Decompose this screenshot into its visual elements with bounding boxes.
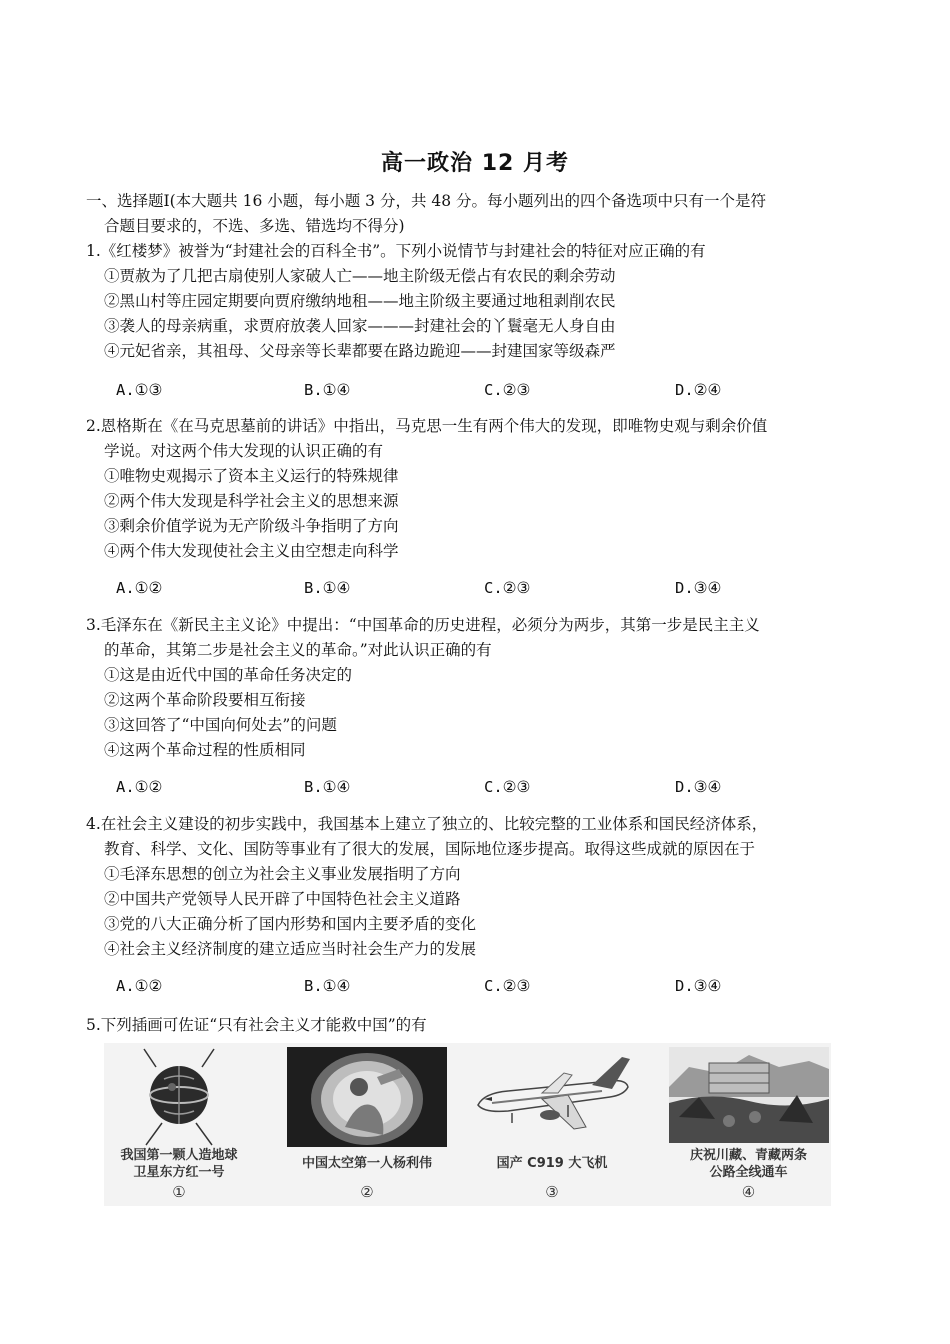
- section-instructions-line2: 合题目要求的，不选、多选、错选均不得分): [104, 217, 405, 235]
- q5-figure-4-caption: 庆祝川藏、青藏两条 公路全线通车: [689, 1148, 807, 1180]
- q4-item-3: ③党的八大正确分析了国内形势和国内主要矛盾的变化: [104, 915, 477, 933]
- q4-option-c[interactable]: C.②③: [484, 977, 531, 995]
- q2-item-2: ②两个伟大发现是科学社会主义的思想来源: [104, 492, 399, 510]
- q1-option-b[interactable]: B.①④: [304, 381, 351, 399]
- astronaut-photo-illustration: [287, 1047, 447, 1147]
- q1-item-2: ②黑山村等庄园定期要向贾府缴纳地租——地主阶级主要通过地租剥削农民: [104, 292, 616, 310]
- q3-stem-line1: 3.毛泽东在《新民主主义论》中提出：“中国革命的历史进程，必须分为两步，其第一步是民主主义: [86, 616, 760, 634]
- q5-figure-1-number: ①: [172, 1183, 186, 1201]
- q5-figure-4-number: ④: [741, 1183, 756, 1201]
- q3-item-2: ②这两个革命阶段要相互衔接: [104, 691, 306, 709]
- q4-stem-line1: 4.在社会主义建设的初步实践中，我国基本上建立了独立的、比较完整的工业体系和国民经济体系，: [86, 815, 768, 833]
- q2-option-a[interactable]: A.①②: [116, 579, 163, 597]
- q5-figure-1-caption: 我国第一颗人造地球 卫星东方红一号: [120, 1148, 238, 1180]
- q1-item-3: ③袭人的母亲病重，求贾府放袭人回家———封建社会的丫鬟毫无人身自由: [104, 317, 616, 335]
- q3-option-b[interactable]: B.①④: [304, 778, 351, 796]
- q1-item-4: ④元妃省亲，其祖母、父母亲等长辈都要在路边跪迎——封建国家等级森严: [104, 342, 616, 360]
- q5-figure-2-number: ②: [360, 1183, 374, 1201]
- page-title: 高一政治 12 月考: [381, 151, 569, 176]
- q5-figure-1: [104, 1043, 254, 1206]
- q5-figure-4: [666, 1043, 831, 1206]
- q4-stem-line2: 教育、科学、文化、国防等事业有了很大的发展，国际地位逐步提高。取得这些成就的原因在于: [104, 840, 756, 858]
- q3-item-4: ④这两个革命过程的性质相同: [104, 741, 306, 759]
- q2-option-c[interactable]: C.②③: [484, 579, 531, 597]
- q3-option-d[interactable]: D.③④: [675, 778, 722, 796]
- satellite-illustration: [142, 1047, 216, 1147]
- q4-item-4: ④社会主义经济制度的建立适应当时社会生产力的发展: [104, 940, 477, 958]
- q1-item-1: ①贾赦为了几把古扇使别人家破人亡——地主阶级无偿占有农民的剩余劳动: [104, 267, 616, 285]
- q5-figure-3-number: ③: [545, 1183, 559, 1201]
- q2-option-b[interactable]: B.①④: [304, 579, 351, 597]
- q2-stem-line2: 学说。对这两个伟大发现的认识正确的有: [104, 442, 384, 460]
- q2-stem-line1: 2.恩格斯在《在马克思墓前的讲话》中指出，马克思一生有两个伟大的发现，即唯物史观与剩余价值: [86, 417, 768, 435]
- airplane-illustration: [472, 1053, 632, 1139]
- q4-item-2: ②中国共产党领导人民开辟了中国特色社会主义道路: [104, 890, 461, 908]
- q3-item-3: ③这回答了“中国向何处去”的问题: [104, 716, 337, 734]
- q3-option-c[interactable]: C.②③: [484, 778, 531, 796]
- q5-figure-3: [472, 1043, 632, 1206]
- q5-figure-2: [284, 1043, 450, 1206]
- q5-figure-2-caption: 中国太空第一人杨利伟: [301, 1156, 432, 1171]
- q1-option-a[interactable]: A.①③: [116, 381, 163, 399]
- q4-option-a[interactable]: A.①②: [116, 977, 163, 995]
- q5-figure-3-caption: 国产 C919 大飞机: [496, 1156, 608, 1171]
- q5-figure-row: [104, 1043, 831, 1206]
- q3-item-1: ①这是由近代中国的革命任务决定的: [104, 666, 353, 684]
- q3-option-a[interactable]: A.①②: [116, 778, 163, 796]
- q4-option-d[interactable]: D.③④: [675, 977, 722, 995]
- q1-stem: 1.《红楼梦》被誉为“封建社会的百科全书”。下列小说情节与封建社会的特征对应正确的有: [86, 242, 706, 260]
- q2-option-d[interactable]: D.③④: [675, 579, 722, 597]
- section-instructions-line1: 一、选择题Ⅰ(本大题共 16 小题，每小题 3 分，共 48 分。每小题列出的四个备选项中只有一个是符: [86, 192, 767, 210]
- q1-option-c[interactable]: C.②③: [484, 381, 531, 399]
- q2-item-3: ③剩余价值学说为无产阶级斗争指明了方向: [104, 517, 399, 535]
- q3-stem-line2: 的革命，其第二步是社会主义的革命。”对此认识正确的有: [104, 641, 492, 659]
- q1-option-d[interactable]: D.②④: [675, 381, 722, 399]
- celebration-scene-illustration: [669, 1047, 829, 1143]
- q4-option-b[interactable]: B.①④: [304, 977, 351, 995]
- q4-item-1: ①毛泽东思想的创立为社会主义事业发展指明了方向: [104, 865, 461, 883]
- q5-stem: 5.下列插画可佐证“只有社会主义才能救中国”的有: [86, 1016, 427, 1034]
- q2-item-1: ①唯物史观揭示了资本主义运行的特殊规律: [104, 467, 399, 485]
- q2-item-4: ④两个伟大发现使社会主义由空想走向科学: [104, 542, 399, 560]
